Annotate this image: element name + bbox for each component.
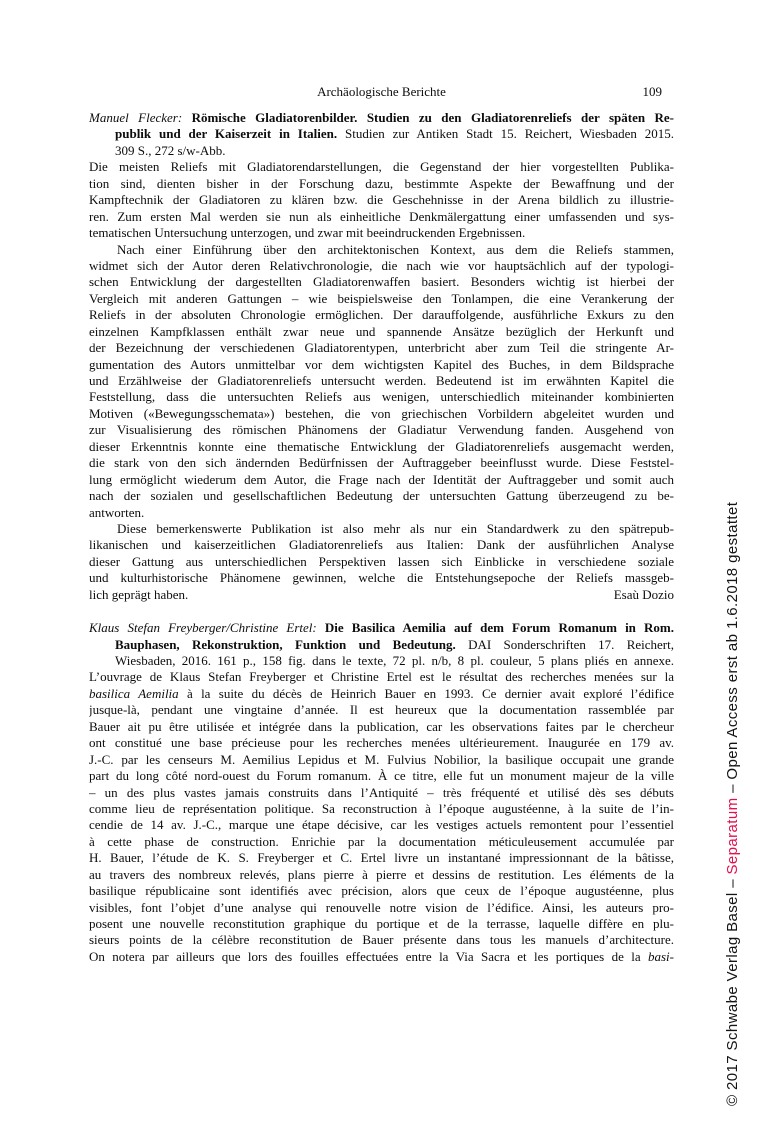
text-segment: comme lieu de représentation politique. Sa reconstruction à l’époque augustéenne, à la suite de l’in- [89, 800, 674, 816]
text-line [89, 225, 674, 241]
text-line [89, 159, 674, 175]
text-line [89, 702, 674, 718]
text-segment: tion sind, dienten bisher in der Forschung dazu, bestimmte Aspekte der Bewaffnung und der [89, 175, 674, 191]
text-line [89, 949, 674, 965]
text-line [89, 406, 674, 422]
text-segment: Die meisten Reliefs mit Gladiatorendarstellungen, die Gegenstand der hier vorgestellten Publika- [89, 159, 674, 175]
text-segment: visibles, font l’objet d’une analyse qui renouvelle notre vision de l’édifice. Ainsi, les auteurs pro- [89, 899, 674, 915]
page-number: 109 [642, 84, 662, 99]
text-segment: lich geprägt haben. [89, 586, 189, 602]
text-segment: Nach einer Einführung über den architektonischen Kontext, aus dem die Reliefs stammen, [117, 241, 674, 257]
text-line [89, 867, 674, 883]
text-line [89, 916, 674, 932]
text-segment: publik und der Kaiserzeit in Italien. [115, 126, 346, 142]
text-line [89, 752, 674, 768]
text-line [89, 587, 674, 603]
text-line [89, 817, 674, 833]
text-line [89, 455, 674, 471]
text-segment: schen Entwicklung der dargestellten Gladiatorenwaffen basiert. Besonders wichtig ist hierbei der [89, 274, 674, 290]
text-line [89, 850, 674, 866]
text-segment: Reliefs in der absoluten Chronologie ermöglichen. Der darauffolgende, ausführliche Exkurs zu den [89, 307, 674, 323]
text-segment: likanischen und kaiserzeitlichen Gladiatorenreliefs aus Italien: Dank der ausführlichen Analyse [89, 537, 674, 553]
text-line [89, 324, 674, 340]
review-2-heading [89, 620, 674, 669]
text-segment: cendie de 14 av. J.-C., marque une étape décisive, car les vestiges actuels remontent pour l’essentiel [89, 817, 674, 833]
text-segment: Motiven («Bewegungsschemata») bestehen, die von griechischen Vorbildern abgeleitet wurden und [89, 405, 674, 421]
text-segment: ren. Zum ersten Mal werden sie nun als einheitliche Denkmälergattung einer umfassenden und sys- [89, 208, 674, 224]
line-text [89, 587, 188, 603]
text-segment: Vergleich mit anderen Gattungen – wie beispielsweise den Tonlampen, die eine Verankerung der [89, 290, 674, 306]
text-line [89, 785, 674, 801]
text-segment: die stark von den sich ändernden Bedürfnissen der Auftraggeber beeinflusst wurde. Diese Feststel- [89, 455, 674, 471]
text-line [89, 554, 674, 570]
text-line [89, 422, 674, 438]
text-line [89, 570, 674, 586]
text-segment: dieser Gattung aus unterschiedlichen Perspektiven lassen sich Einblicke in verschiedene soziale [89, 553, 674, 569]
text-segment: Bauer ait pu être utilisée et intégrée dans la publication, car les observations faites par le chercheur [89, 718, 674, 734]
review-2-paragraph-1 [89, 669, 674, 965]
copyright-text [724, 486, 742, 1106]
text-line [89, 637, 674, 653]
text-line [89, 719, 674, 735]
text-line [89, 389, 674, 405]
text-line [89, 291, 674, 307]
text-segment: sieurs points de la célèbre reconstitution de Bauer présente dans tous les manuels d’architecture. [89, 932, 674, 948]
text-segment: Klaus Stefan Freyberger/Christine Ertel: [89, 620, 325, 636]
text-line [89, 669, 674, 685]
text-line [89, 686, 674, 702]
text-segment: L’ouvrage de Klaus Stefan Freyberger et Christine Ertel est le résultat des recherches menées sur la [89, 669, 674, 685]
review-1-paragraph-3 [89, 521, 674, 603]
text-segment: à la suite du décès de Heinrich Bauer en 1993. Ce dernier avait exploré l’édifice [178, 685, 674, 701]
text-segment: Römische Gladiatorenbilder. Studien zu den Gladiatorenreliefs der späten Re- [191, 110, 674, 125]
text-segment: lung ermöglicht wiederum dem Autor, die Frage nach der Identität der Auftraggeber und somit auch [89, 471, 674, 487]
text-line [89, 307, 674, 323]
running-head [89, 84, 674, 100]
text-segment: DAI Sonderschriften 17. Reichert, [468, 636, 674, 652]
review-1-paragraph-2 [89, 242, 674, 521]
text-line [89, 357, 674, 373]
text-line [89, 110, 674, 126]
text-line [89, 439, 674, 455]
text-segment: – un des plus vastes jamais construits dans l’Antiquité – très fréquenté et utilisé dès ses débuts [89, 784, 674, 800]
text-segment: On notera par ailleurs que lors des fouilles effectuées entre la Via Sacra et les portiques de la [89, 948, 648, 964]
text-segment: H. Bauer, l’étude de K. S. Freyberger et C. Ertel livre un instantané impressionnant de la bâtisse, [89, 850, 674, 866]
text-segment: dieser Erkenntnis konnte eine thematische Entwicklung der Gladiatorenreliefs ausgemacht werden, [89, 438, 674, 454]
text-line [89, 801, 674, 817]
text-segment: zur Visualisierung des römischen Phänomens der Gladiatur Verwendung fanden. Ausgehend von [89, 422, 674, 438]
text-segment: und kulturhistorische Phänomene gewinnen, welche die Entstehungsepoche der Reliefs massgeb- [89, 570, 674, 586]
text-line [89, 537, 674, 553]
text-line [89, 258, 674, 274]
text-segment: antworten. [89, 504, 145, 520]
text-line [89, 900, 674, 916]
text-line [89, 340, 674, 356]
text-line [89, 505, 674, 521]
copyright-suffix: – Open Access erst ab 1.6.2018 gestattet [724, 501, 741, 798]
review-1-paragraph-1 [89, 159, 674, 241]
text-line [89, 126, 674, 142]
text-segment: jusque-là, pendant une vingtaine d’année. Il est heureux que la documentation rassemblée par [89, 702, 674, 718]
text-segment: basilica Aemilia [89, 685, 179, 701]
text-line [89, 192, 674, 208]
text-segment: Studien zur Antiken Stadt 15. Reichert, Wiesbaden 2015. [345, 126, 674, 142]
separatum-label: Separatum [724, 797, 741, 875]
text-line [89, 274, 674, 290]
text-segment: ont constitué une base précieuse pour les recherches menées ultérieurement. Inaugurée en 179 av. [89, 735, 674, 751]
text-segment: part du long côté nord-ouest du Forum romanum. À ce titre, elle fut un monument majeur de la ville [89, 768, 674, 784]
text-segment: 309 S., 272 s/w-Abb. [115, 142, 226, 158]
text-segment: à cette phase de construction. Enrichie par la documentation méticuleusement accumulée par [89, 833, 674, 849]
text-segment: posent une nouvelle reconstitution graphique du portique et de la terrasse, laquelle diffère en plu- [89, 916, 674, 931]
text-segment: Diese bemerkenswerte Publikation ist also mehr als nur ein Standardwerk zu den spätrepub- [117, 520, 674, 536]
text-segment: Feststellung, dass die untersuchten Reliefs aus wenigen, unterschiedlich miteinander kombinierten [89, 389, 674, 405]
text-line [89, 209, 674, 225]
text-line [89, 373, 674, 389]
text-segment: Wiesbaden, 2016. 161 p., 158 fig. dans le texte, 72 pl. n/b, 8 pl. couleur, 5 plans pliés en annexe. [115, 653, 674, 668]
text-segment: basilique républicaine sont identifiés avec précision, alors que ceux de l’époque augustéenne, plus [89, 883, 674, 899]
copyright-sidebar [724, 486, 742, 1106]
text-line [89, 521, 674, 537]
text-segment: der Bezeichnung der verschiedenen Gladiatorentypen, unterbricht aber zum Teil die stringente Ar- [89, 340, 674, 356]
text-line [89, 883, 674, 899]
text-line [89, 242, 674, 258]
copyright-prefix: © 2017 Schwabe Verlag Basel – [724, 874, 741, 1106]
text-segment: basi- [648, 948, 674, 964]
journal-title: Archäologische Berichte [317, 84, 446, 99]
text-segment: Kampftechnik der Gladiatoren zu klären bzw. die Geschehnisse in der Arena bildlich zu illustrie- [89, 192, 674, 208]
review-1-heading [89, 110, 674, 159]
text-line [89, 834, 674, 850]
text-segment: J.-C. par les censeurs M. Aemilius Lepidus et M. Fulvius Nobilior, la basilique occupait une grande [89, 751, 674, 767]
text-segment: Bauphasen, Rekonstruktion, Funktion und Bedeutung. [115, 636, 469, 652]
text-line [89, 768, 674, 784]
text-segment: und Erzählweise der Gladiatorenreliefs untersucht werden. Bedeutend ist im erwähnten Kapitel die [89, 373, 674, 388]
reviewer-name: Esaù Dozio [613, 586, 674, 602]
text-segment: widmet sich der Autor deren Relativchronologie, die nach wie vor hauptsächlich auf der typologi- [89, 257, 674, 273]
text-line [89, 620, 674, 636]
text-segment: einzelnen Kampfklassen enthält zwar neue und spannende Ansätze bezüglich der Herkunft und [89, 323, 674, 339]
text-line [89, 932, 674, 948]
text-line [89, 653, 674, 669]
text-line [89, 488, 674, 504]
text-segment: tematischen Untersuchung unterzogen, und zwar mit beeindruckenden Ergebnissen. [89, 225, 526, 241]
text-line [89, 472, 674, 488]
text-segment: gumentation des Autors unmittelbar vor dem wichtigsten Kapitel des Buches, in dem Bildsprache [89, 356, 674, 372]
text-segment: au travers des nombreux relevés, plans pierre à pierre et dessins de restitution. Les éléments de la [89, 866, 674, 882]
text-segment: Manuel Flecker: [89, 110, 192, 125]
text-segment: nach der sozialen und gesellschaftlichen Bedeutung der untersuchten Gattung überzeugend zu be- [89, 488, 674, 504]
text-line [89, 735, 674, 751]
text-line [89, 176, 674, 192]
document-body [89, 110, 674, 965]
text-line [89, 143, 674, 159]
text-segment: Die Basilica Aemilia auf dem Forum Romanum in Rom. [324, 620, 674, 636]
